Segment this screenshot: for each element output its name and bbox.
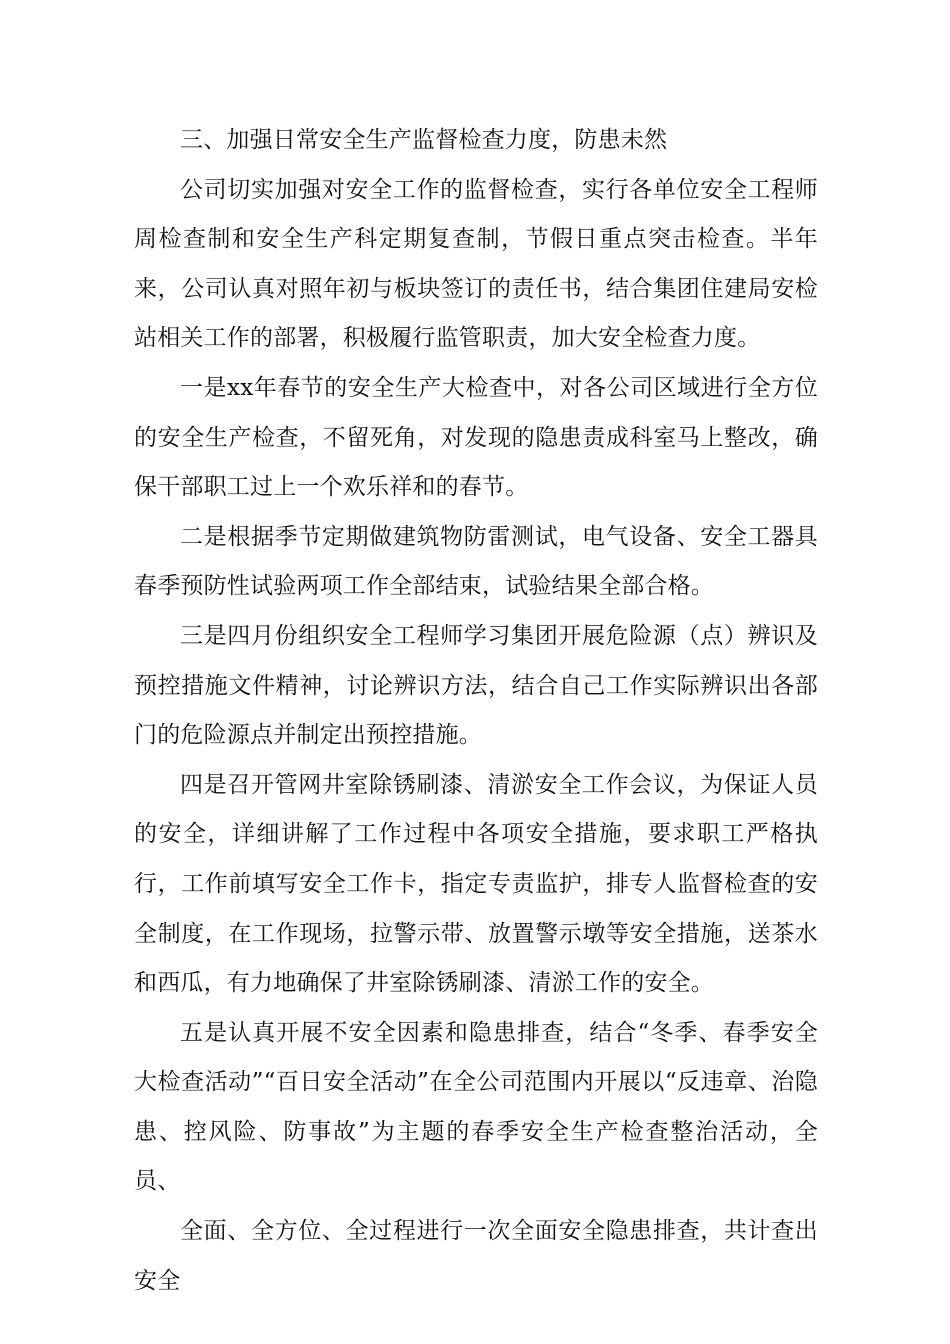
paragraph-intro: 公司切实加强对安全工作的监督检查，实行各单位安全工程师周检查制和安全生产科定期复查制，节假日重点突击检查。半年来，公司认真对照年初与板块签订的责任书，结合集团住建局安检站相关工作的部署，积极履行监管职责，加大安全检查力度。 bbox=[134, 176, 818, 352]
document-body bbox=[134, 116, 818, 1306]
paragraph-continuation: 全面、全方位、全过程进行一次全面安全隐患排查，共计查出安全 bbox=[134, 1218, 818, 1294]
paragraph-item-2: 二是根据季节定期做建筑物防雷测试，电气设备、安全工器具春季预防性试验两项工作全部结束，试验结果全部合格。 bbox=[134, 523, 818, 600]
paragraph-item-4: 四是召开管网井室除锈刷漆、清淤安全工作会议，为保证人员的安全，详细讲解了工作过程中各项安全措施，要求职工严格执行，工作前填写安全工作卡，指定专责监护，排专人监督检查的安全制度，在工作现场，拉警示带、放置警示墩等安全措施，送茶水和西瓜，有力地确保了井室除锈刷漆、清淤工作的安全。 bbox=[134, 771, 818, 997]
paragraph-item-1: 一是xx年春节的安全生产大检查中，对各公司区域进行全方位的安全生产检查，不留死角，对发现的隐患责成科室马上整改，确保干部职工过上一个欢乐祥和的春节。 bbox=[134, 374, 818, 501]
section-heading: 三、加强日常安全生产监督检查力度，防患未然 bbox=[180, 127, 668, 153]
paragraph-item-3: 三是四月份组织安全工程师学习集团开展危险源（点）辨识及预控措施文件精神，讨论辨识方法，结合自己工作实际辨识出各部门的危险源点并制定出预控措施。 bbox=[134, 622, 818, 749]
paragraph-item-5: 五是认真开展不安全因素和隐患排查，结合“冬季、春季安全大检查活动”“百日安全活动”在全公司范围内开展以“反违章、治隐患、控风险、防事故”为主题的春季安全生产检查整治活动，全员、 bbox=[134, 1019, 818, 1195]
